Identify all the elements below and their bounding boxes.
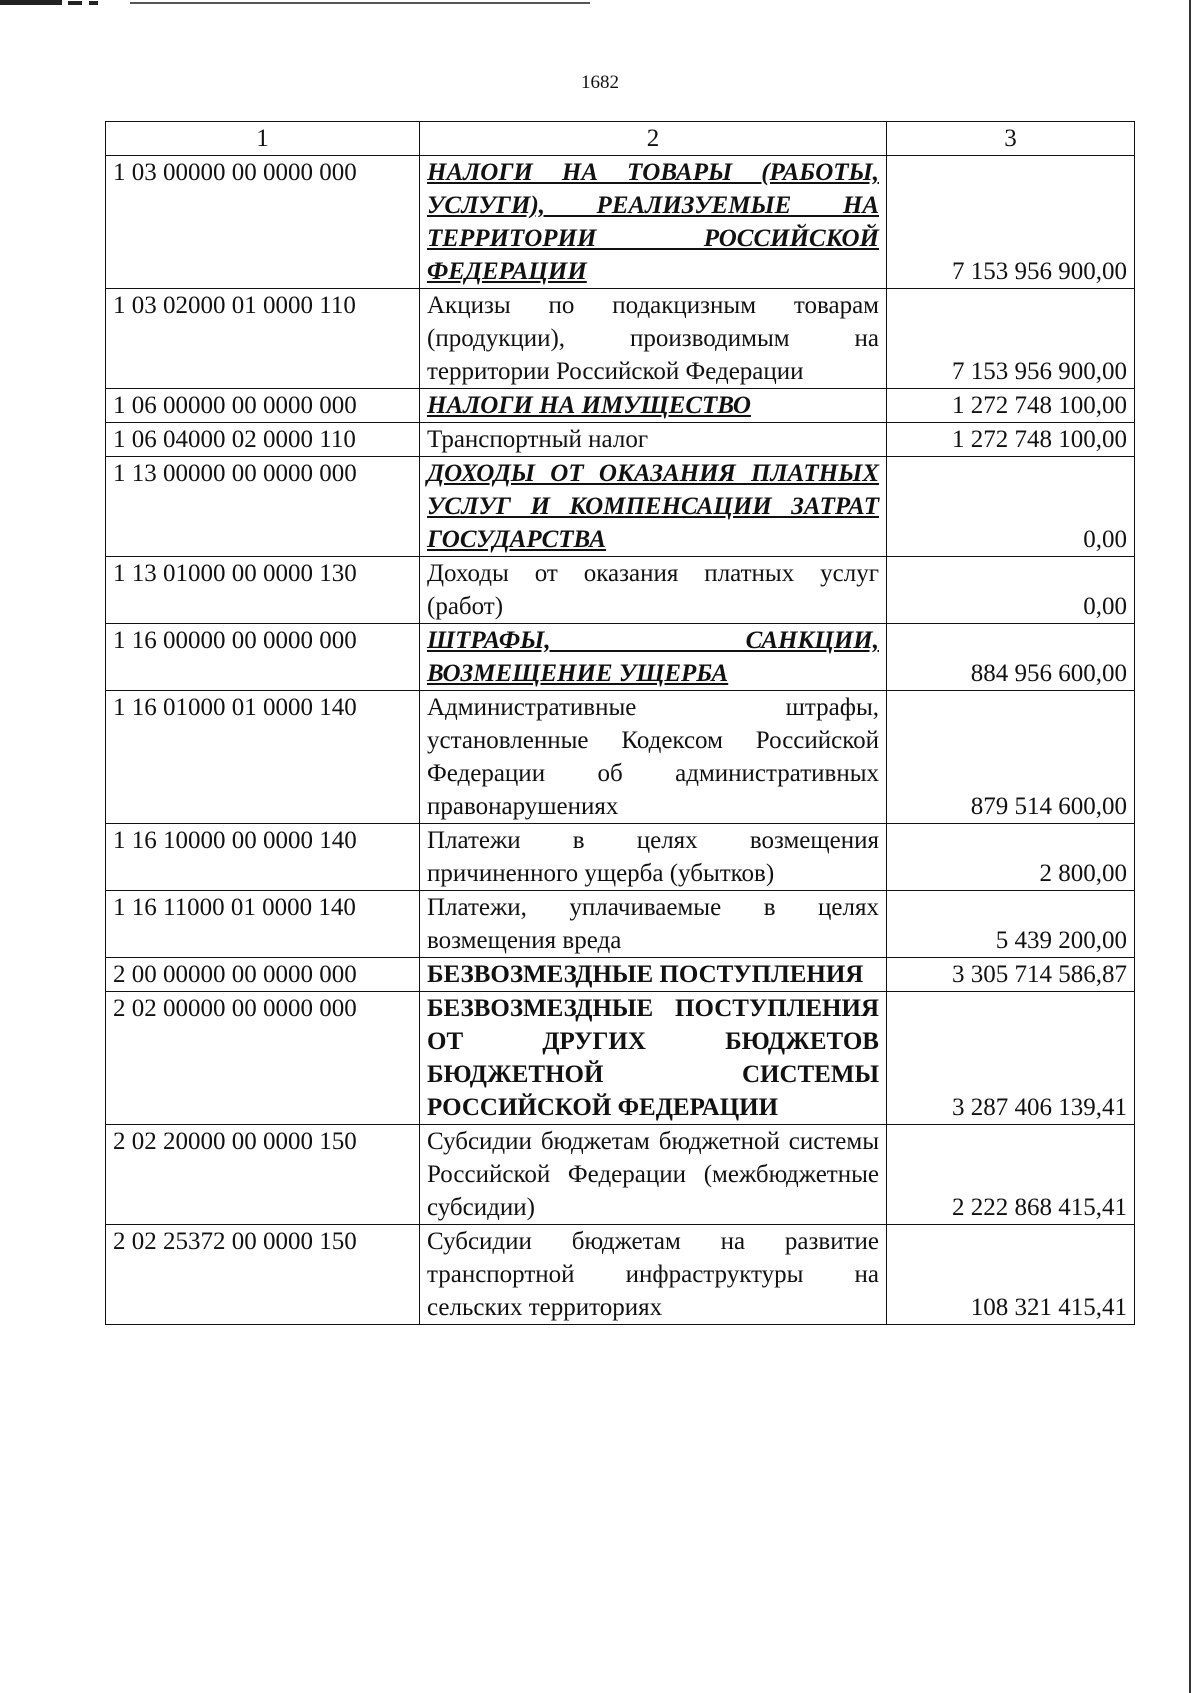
- table-row: [106, 958, 1135, 992]
- amount-cell: 0,00: [887, 457, 1135, 557]
- scan-artifact-right-edge: [1189, 0, 1200, 1693]
- amount-cell: 7 153 956 900,00: [887, 289, 1135, 389]
- amount-cell: 3 287 406 139,41: [887, 992, 1135, 1125]
- budget-code-cell: 2 00 00000 00 0000 000: [106, 958, 420, 992]
- table-row: [106, 1125, 1135, 1225]
- scan-artifact-top: [0, 0, 600, 12]
- amount-cell: 884 956 600,00: [887, 624, 1135, 691]
- budget-code-cell: 1 16 11000 01 0000 140: [106, 891, 420, 958]
- amount-cell: 1 272 748 100,00: [887, 423, 1135, 457]
- amount-cell: 879 514 600,00: [887, 691, 1135, 824]
- table-row: [106, 557, 1135, 624]
- column-header-amount: 3: [887, 122, 1135, 156]
- table-row: [106, 1225, 1135, 1325]
- budget-code-cell: 1 13 00000 00 0000 000: [106, 457, 420, 557]
- budget-code-cell: 1 16 00000 00 0000 000: [106, 624, 420, 691]
- revenue-name-cell: НАЛОГИ НА ТОВАРЫ (РАБОТЫ, УСЛУГИ), РЕАЛИЗУЕМЫЕ НА ТЕРРИТОРИИ РОССИЙСКОЙ ФЕДЕРАЦИИ: [420, 156, 887, 289]
- revenue-name-cell: Административные штрафы, установленные Кодексом Российской Федерации об административных правонарушениях: [420, 691, 887, 824]
- table-header-row: [106, 122, 1135, 156]
- amount-cell: 2 222 868 415,41: [887, 1125, 1135, 1225]
- table-row: [106, 423, 1135, 457]
- table-row: [106, 389, 1135, 423]
- revenue-name-cell: Субсидии бюджетам бюджетной системы Российской Федерации (межбюджетные субсидии): [420, 1125, 887, 1225]
- revenue-name-cell: БЕЗВОЗМЕЗДНЫЕ ПОСТУПЛЕНИЯ ОТ ДРУГИХ БЮДЖЕТОВ БЮДЖЕТНОЙ СИСТЕМЫ РОССИЙСКОЙ ФЕДЕРАЦИИ: [420, 992, 887, 1125]
- column-header-code: 1: [106, 122, 420, 156]
- budget-code-cell: 1 06 00000 00 0000 000: [106, 389, 420, 423]
- budget-code-cell: 1 16 10000 00 0000 140: [106, 824, 420, 891]
- revenue-name-cell: ШТРАФЫ, САНКЦИИ, ВОЗМЕЩЕНИЕ УЩЕРБА: [420, 624, 887, 691]
- amount-cell: 108 321 415,41: [887, 1225, 1135, 1325]
- amount-cell: 1 272 748 100,00: [887, 389, 1135, 423]
- table-row: [106, 624, 1135, 691]
- budget-code-cell: 2 02 20000 00 0000 150: [106, 1125, 420, 1225]
- table-row: [106, 891, 1135, 958]
- amount-cell: 7 153 956 900,00: [887, 156, 1135, 289]
- table-row: [106, 992, 1135, 1125]
- amount-cell: 0,00: [887, 557, 1135, 624]
- revenue-table: [105, 121, 1135, 1325]
- revenue-name-cell: Доходы от оказания платных услуг (работ): [420, 557, 887, 624]
- page-number: 1682: [581, 72, 619, 93]
- budget-code-cell: 1 16 01000 01 0000 140: [106, 691, 420, 824]
- revenue-name-cell: БЕЗВОЗМЕЗДНЫЕ ПОСТУПЛЕНИЯ: [420, 958, 887, 992]
- amount-cell: 3 305 714 586,87: [887, 958, 1135, 992]
- revenue-name-cell: НАЛОГИ НА ИМУЩЕСТВО: [420, 389, 887, 423]
- budget-code-cell: 1 03 02000 01 0000 110: [106, 289, 420, 389]
- revenue-name-cell: Платежи в целях возмещения причиненного ущерба (убытков): [420, 824, 887, 891]
- amount-cell: 5 439 200,00: [887, 891, 1135, 958]
- column-header-name: 2: [420, 122, 887, 156]
- revenue-name-cell: Транспортный налог: [420, 423, 887, 457]
- revenue-name-cell: Субсидии бюджетам на развитие транспортной инфраструктуры на сельских территориях: [420, 1225, 887, 1325]
- budget-code-cell: 2 02 00000 00 0000 000: [106, 992, 420, 1125]
- budget-code-cell: 2 02 25372 00 0000 150: [106, 1225, 420, 1325]
- table-row: [106, 824, 1135, 891]
- budget-code-cell: 1 06 04000 02 0000 110: [106, 423, 420, 457]
- revenue-name-cell: Акцизы по подакцизным товарам (продукции), производимым на территории Российской Федерации: [420, 289, 887, 389]
- budget-code-cell: 1 03 00000 00 0000 000: [106, 156, 420, 289]
- table-row: [106, 691, 1135, 824]
- revenue-name-cell: Платежи, уплачиваемые в целях возмещения вреда: [420, 891, 887, 958]
- amount-cell: 2 800,00: [887, 824, 1135, 891]
- table-row: [106, 289, 1135, 389]
- budget-code-cell: 1 13 01000 00 0000 130: [106, 557, 420, 624]
- table-row: [106, 156, 1135, 289]
- revenue-name-cell: ДОХОДЫ ОТ ОКАЗАНИЯ ПЛАТНЫХ УСЛУГ И КОМПЕНСАЦИИ ЗАТРАТ ГОСУДАРСТВА: [420, 457, 887, 557]
- table-row: [106, 457, 1135, 557]
